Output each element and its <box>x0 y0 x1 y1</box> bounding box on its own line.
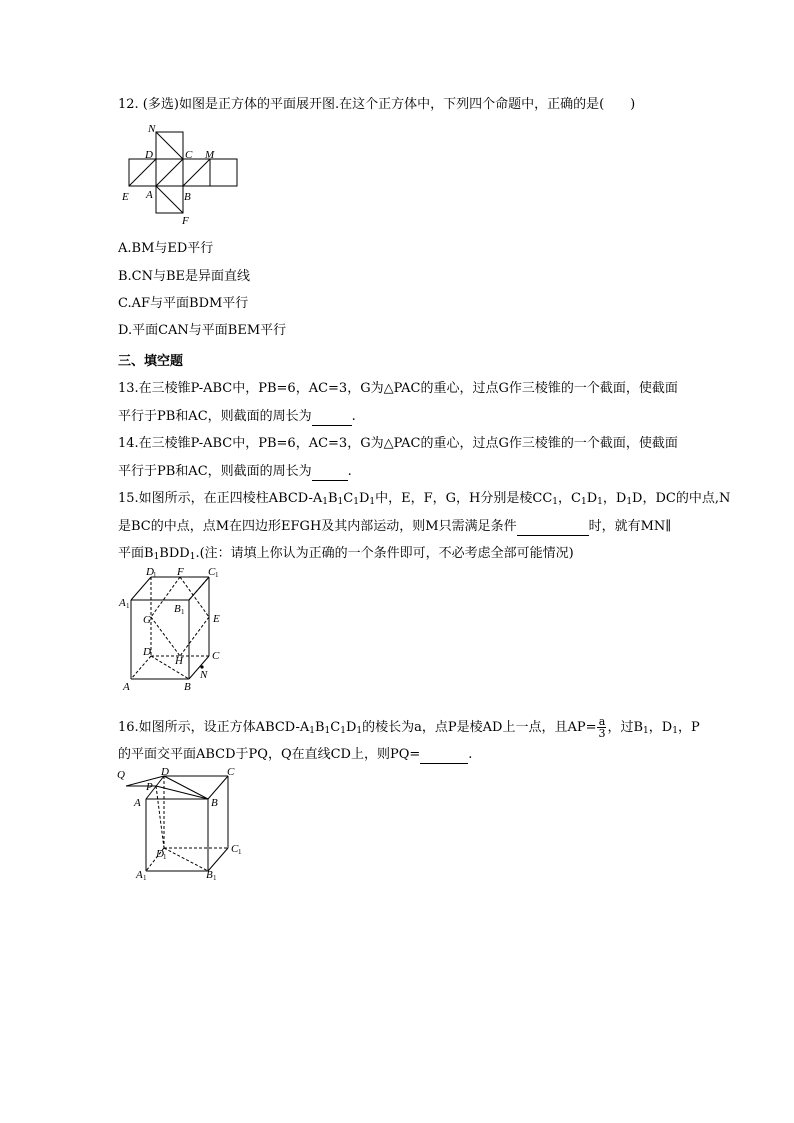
q12-label-f: F <box>182 215 189 227</box>
q15-sub: 1 <box>153 552 160 562</box>
q16-l1-d: D <box>345 720 357 735</box>
q15-sub: 1 <box>369 497 376 507</box>
q16-l1-a: 16.如图所示，设正方体ABCD-A <box>118 720 310 735</box>
q14-line2-end: . <box>347 464 352 479</box>
q16-label-b1: B <box>206 869 213 881</box>
q12-label-b: B <box>184 191 191 203</box>
q16-l1-c: C <box>330 720 341 735</box>
q15-label-c: C <box>212 650 220 662</box>
q12-option-d: D.平面CAN与平面BEM平行 <box>118 323 287 338</box>
q16-label-c1: C <box>231 843 239 855</box>
q16-sub: 1 <box>309 726 315 736</box>
q15-l2-a: 是BC的中点，点M在四边形EFGH及其内部运动，则M只需满足条件 <box>118 519 517 534</box>
q16-frac-den: 3 <box>598 727 606 740</box>
q15-line2 <box>118 518 671 536</box>
q16-sub: 1 <box>356 726 363 736</box>
q16-sub: 1 <box>324 726 331 736</box>
q16-l2-a: 的平面交平面ABCD于PQ，Q在直线CD上，则PQ= <box>118 747 421 762</box>
q16-label-c: C <box>227 766 235 778</box>
q16-l1-h: ，P <box>677 720 700 735</box>
q16-line1 <box>118 713 700 743</box>
q16-label-a1: A <box>136 869 143 881</box>
q16-l1-e: 的棱长为a，点P是棱AD上一点，且AP= <box>362 720 597 735</box>
q16-l1-g: ，D <box>648 720 673 735</box>
q15-prism-figure <box>116 567 236 695</box>
q15-l1-d: D <box>358 491 370 506</box>
q15-label-a: A <box>123 681 130 693</box>
q12-cube-net-figure <box>118 120 248 230</box>
q16-l1-f: ，过B <box>607 720 644 735</box>
q15-label-n: N <box>200 669 208 681</box>
q15-l2-b: 时，就有MN∥ <box>588 519 672 534</box>
q15-label-g: G <box>143 614 151 626</box>
q15-label-f: F <box>177 566 184 578</box>
q15-l1-e: 中，E，F，G，H分别是棱CC <box>375 491 553 506</box>
q14-line2 <box>118 463 352 481</box>
q15-answer-blank[interactable] <box>517 521 589 536</box>
q15-sub: 1 <box>337 497 344 507</box>
q12-label-e: E <box>122 191 129 203</box>
q15-sub-label: 1 <box>153 571 157 579</box>
q12-label-d: D <box>145 149 153 161</box>
q16-sub-label: 1 <box>238 848 242 856</box>
q16-l1-b: B <box>314 720 325 735</box>
q15-l3-c: .(注：请填上你认为正确的一个条件即可，不必考虑全部可能情况) <box>195 546 574 561</box>
q15-sub-label: 1 <box>181 608 185 616</box>
q15-label-d: D <box>143 646 151 658</box>
q15-sub: 1 <box>322 497 328 507</box>
q15-sub: 1 <box>552 497 559 507</box>
q12-option-c: C.AF与平面BDM平行 <box>118 296 249 311</box>
q15-l1-c: C <box>343 491 354 506</box>
q16-sub: 1 <box>643 726 649 736</box>
q13-line2-text: 平行于PB和AC，则截面的周长为 <box>118 409 312 424</box>
q16-frac-num: a <box>598 715 606 728</box>
q15-sub: 1 <box>189 552 196 562</box>
q15-l3-a: 平面B <box>118 546 154 561</box>
q14-answer-blank[interactable] <box>312 466 348 481</box>
q16-fraction <box>597 716 606 739</box>
q15-l1-b: B <box>327 491 338 506</box>
q16-label-d: D <box>161 766 169 778</box>
q16-sub: 1 <box>340 726 346 736</box>
q15-label-c1: C <box>208 566 216 578</box>
q15-sub-label: 1 <box>126 602 130 610</box>
q12-stem: 12. (多选)如图是正方体的平面展开图.在这个正方体中，下列四个命题中，正确的是( ) <box>118 97 636 112</box>
q13-line1: 13.在三棱锥P-ABC中，PB=6，AC=3，G为△PAC的重心，过点G作三棱锥的一个截面，使截面 <box>118 381 678 396</box>
q15-line1 <box>118 490 730 508</box>
q15-label-h: H <box>175 655 183 667</box>
q14-line2-text: 平行于PB和AC，则截面的周长为 <box>118 464 312 479</box>
q13-line2-end: . <box>351 409 356 424</box>
q16-line2 <box>118 746 472 764</box>
q14-line1: 14.在三棱锥P-ABC中，PB=6，AC=3，G为△PAC的重心，过点G作三棱锥的一个截面，使截面 <box>118 436 678 451</box>
q15-l1-h: ，D <box>602 491 627 506</box>
q12-label-a: A <box>146 189 153 201</box>
q15-l1-f: ，C <box>558 491 581 506</box>
q15-label-e: E <box>213 613 220 625</box>
q16-label-p: P <box>146 781 153 793</box>
q12-label-n: N <box>148 123 156 135</box>
q16-label-a: A <box>134 797 141 809</box>
q13-line2 <box>118 408 356 426</box>
q15-sub: 1 <box>353 497 359 507</box>
q12-label-c: C <box>185 149 193 161</box>
q13-answer-blank[interactable] <box>312 411 352 426</box>
q12-option-b: B.CN与BE是异面直线 <box>118 269 251 284</box>
q15-l1-g: D <box>586 491 598 506</box>
q15-l1-i: D，DC的中点,N <box>632 491 731 506</box>
q16-label-b: B <box>211 797 218 809</box>
q15-l3-b: BDD <box>159 546 190 561</box>
q15-sub: 1 <box>597 497 603 507</box>
q16-sub-label: 1 <box>213 874 217 882</box>
q16-sub-label: 1 <box>163 853 167 861</box>
q12-option-a: A.BM与ED平行 <box>118 241 214 256</box>
q15-label-b1: B <box>174 603 181 615</box>
q16-sub: 1 <box>672 726 678 736</box>
q16-l2-end: . <box>468 747 473 762</box>
q16-label-q: Q <box>117 769 125 781</box>
q16-sub-label: 1 <box>143 874 147 882</box>
q15-label-a1: A <box>119 597 126 609</box>
q16-cube-figure <box>116 766 251 881</box>
q15-sub: 1 <box>580 497 587 507</box>
q15-sub-label: 1 <box>215 571 219 579</box>
q15-label-d1: D <box>146 566 154 578</box>
q16-label-d1: D <box>156 848 164 860</box>
q15-line3 <box>118 545 574 563</box>
q15-sub: 1 <box>626 497 633 507</box>
q12-label-m: M <box>205 149 215 161</box>
q15-label-b: B <box>184 681 191 693</box>
q15-l1-a: 15.如图所示，在正四棱柱ABCD-A <box>118 491 323 506</box>
section-title: 三、填空题 <box>118 354 184 369</box>
q16-answer-blank[interactable] <box>420 749 468 764</box>
